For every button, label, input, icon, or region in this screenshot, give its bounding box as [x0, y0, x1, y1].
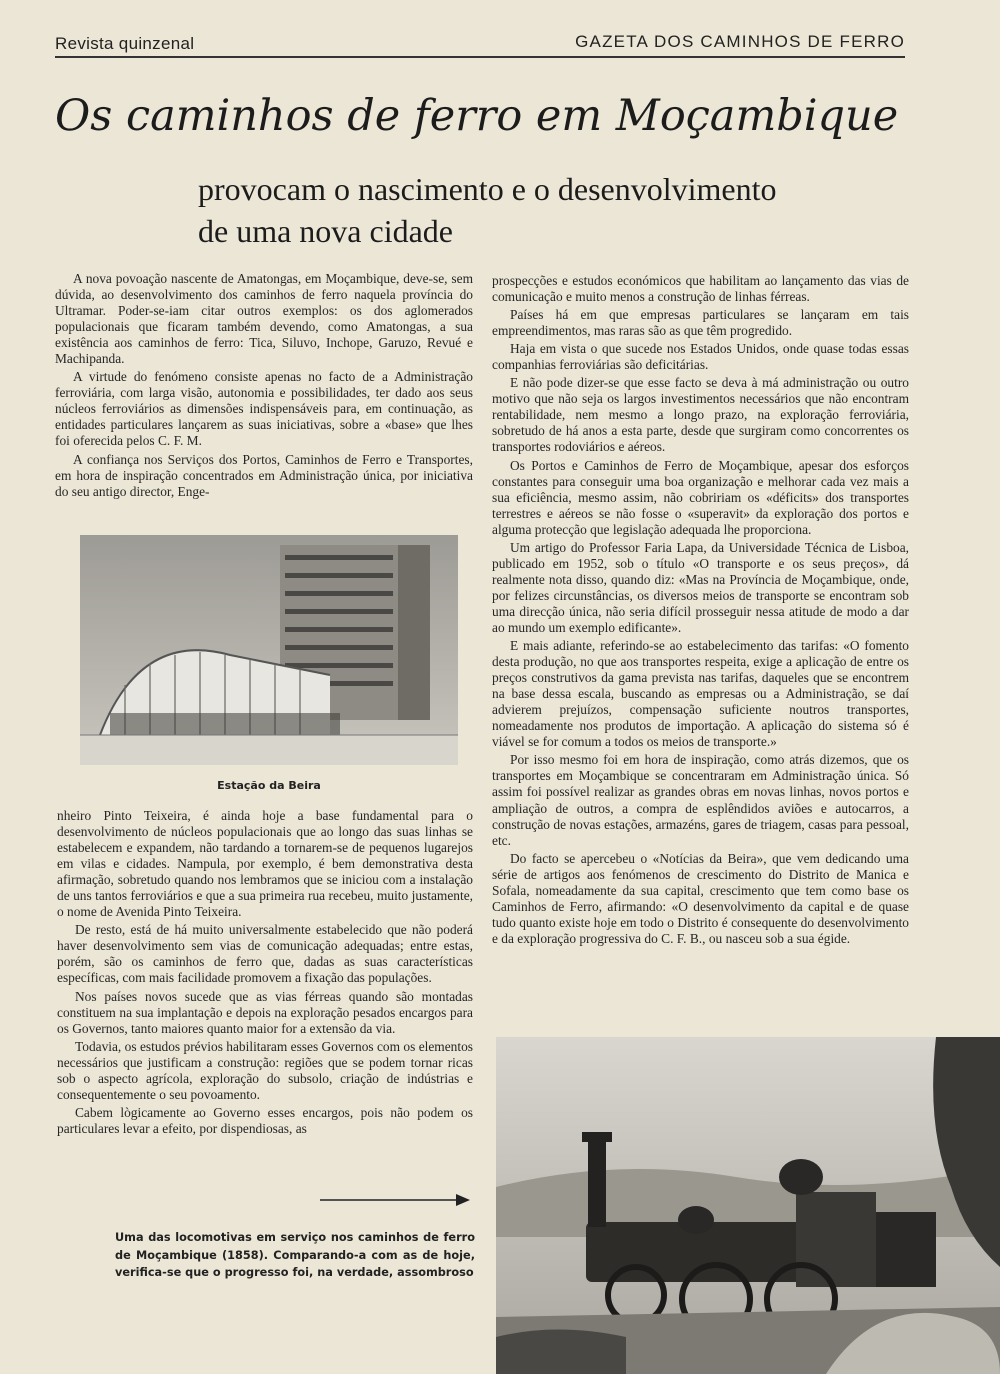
paragraph: A virtude do fenómeno consiste apenas no facto de a Administração ferroviária, com larga visão, autonomia e possibilidades, ter dado aos seus núcleos ferroviários as dimensões indispensáveis para, em continuação, as entidades particulares lançarem as suas iniciativas, sobre a «base» que lhes foi oferecida pelos C. F. M.: [55, 369, 473, 449]
paragraph: Os Portos e Caminhos de Ferro de Moçambique, apesar dos esforços constantes para conseguir uma boa organização e melhorar cada vez mais a sua eficiência, mesmo assim, não cobririam os «déficits» dos transportes terrestres e aéreos se não fosse o «superavit» da exploração dos portos e alguma protecção que legislação adequada lhe proporciona.: [492, 457, 909, 537]
paragraph: A nova povoação nascente de Amatongas, em Moçambique, deve-se, sem dúvida, ao desenvolvimento dos caminhos de ferro naquela província do Ultramar. Poder-se-iam citar outros exemplos: os dos aglomerados populacionais que ficaram também devendo, como Amatongas, a sua existência aos caminhos de ferro: Tica, Siluvo, Inchope, Garuzo, Revué e Machipanda.: [55, 271, 473, 367]
paragraph: Países há em que empresas particulares se lançaram em tais empreendimentos, mas raras são as que têm progredido.: [492, 307, 909, 339]
locomotive-photo: [496, 1037, 1000, 1374]
paragraph: Todavia, os estudos prévios habilitaram esses Governos com os elementos necessários que justificam a construção: regiões que se podem tornar ricas sob o aspecto agrícola, exploração do subsolo, criação de indústrias e consequentemente o seu povoamento.: [57, 1038, 473, 1102]
header-rule: [55, 56, 905, 58]
paragraph: Um artigo do Professor Faria Lapa, da Universidade Técnica de Lisboa, publicado em 1952, sob o título «O transporte e os seus preços», dá realmente nota disso, quando diz: «Mas na Província de Moçambique, onde, por felizes circunstâncias, os diversos meios de transporte se encontram sob uma direcção única, não seria difícil prosseguir nessa atitude de modo a dar ao mundo um exemplo edificante».: [492, 539, 909, 635]
arrow-right-icon: [320, 1193, 470, 1207]
article-subtitle: [198, 168, 918, 252]
paragraph: Haja em vista o que sucede nos Estados Unidos, onde quase todas essas companhias ferroviárias são deficitárias.: [492, 341, 909, 373]
paragraph: nheiro Pinto Teixeira, é ainda hoje a base fundamental para o desenvolvimento de núcleos populacionais que ao longo das suas linhas se estabelecem e expandem, não tardando a tornarem-se de pequenos lugarejos em vilas e cidades. Nampula, por exemplo, é bem demonstrativa desta afirmação, sobretudo quando nos lembramos que se iniciou com a instalação de uns tantos ferroviários e que a sua primeira rua recebeu, muito justamente, o nome de Avenida Pinto Teixeira.: [57, 808, 473, 920]
subtitle-line-1: provocam o nascimento e o desenvolvimento: [198, 171, 777, 207]
subtitle-line-2: de uma nova cidade: [198, 213, 453, 249]
paragraph: prospecções e estudos económicos que habilitam ao lançamento das vias de comunicação e muito menos a construção de linhas férreas.: [492, 273, 909, 305]
paragraph: E mais adiante, referindo-se ao estabelecimento das tarifas: «O fomento desta produção, no que aos transportes respeita, exige a aplicação de entre os preços construtivos da gama prevista nas tarifas, daqueles que se encontrem na base dessa escala, buscando as empresas ou a Administração, se daí advierem prejuízos, compensação suficiente noutros transportes, nomeadamente nos produtos de importação. A aplicação do sistema só é viável se for comum a todos os meios de transporte.»: [492, 638, 909, 750]
paragraph: Do facto se apercebeu o «Notícias da Beira», que vem dedicando uma série de artigos aos fenómenos de crescimento do Distrito de Manica e Sofala, nomeadamente da sua capital, crescimento que tem como base os Caminhos de Ferro, afirmando: «O desenvolvimento da capital e de quase tudo quanto existe hoje em todo o Distrito é consequente do desenvolvimento e da exploração progressiva do C. F. B., ou nasceu sob a sua égide.: [492, 850, 909, 946]
paragraph: Nos países novos sucede que as vias férreas quando são montadas constituem na sua implantação e depois na exploração pesados encargos para os Governos, tanto maiores quanto maior for a extensão da via.: [57, 988, 473, 1036]
paragraph: Por isso mesmo foi em hora de inspiração, como atrás dizemos, que os transportes em Moçambique se concentraram em Administração única. Só assim foi possível realizar as grandes obras em novas linhas, novos portos e ampliação de outros, a compra de esplêndidos aviões e autocarros, a construção de novas estações, armazéns, gares de triagem, casas para pessoal, etc.: [492, 752, 909, 848]
paragraph: A confiança nos Serviços dos Portos, Caminhos de Ferro e Transportes, em hora de inspiração concentrados em Administração única, por iniciativa do seu antigo director, Enge-: [55, 451, 473, 499]
column-2: [492, 273, 909, 949]
column-1-bottom: [57, 808, 473, 1139]
header-left: Revista quinzenal: [55, 34, 195, 53]
column-1-top: [55, 271, 473, 502]
station-caption: Estação da Beira: [217, 779, 321, 792]
article-title: Os caminhos de ferro em Moçambique: [55, 91, 899, 141]
header-right: GAZETA DOS CAMINHOS DE FERRO: [575, 32, 905, 51]
station-photo: [80, 535, 458, 765]
paragraph: Cabem lògicamente ao Governo esses encargos, pois não podem os particulares levar a efeito, por dispendiosas, as: [57, 1104, 473, 1136]
paragraph: De resto, está de há muito universalmente estabelecido que não poderá haver desenvolvimento sem vias de comunicação adequadas; entre estas, porém, são os caminhos de ferro que, dadas as suas características específicas, com mais facilidade promovem a fixação das populações.: [57, 922, 473, 986]
paragraph: E não pode dizer-se que esse facto se deva à má administração ou outro motivo que não seja os largos investimentos necessários que não encontram rentabilidade, nem mesmo a longo prazo, na exploração ferroviária, sobretudo de há anos a esta parte, desde que surgiram como concorrentes os transportes rodoviários e aéreos.: [492, 375, 909, 455]
locomotive-caption: Uma das locomotivas em serviço nos caminhos de ferro de Moçambique (1858). Comparando-a com as de hoje, verifica-se que o progresso foi, na verdade, assombroso: [115, 1231, 475, 1279]
